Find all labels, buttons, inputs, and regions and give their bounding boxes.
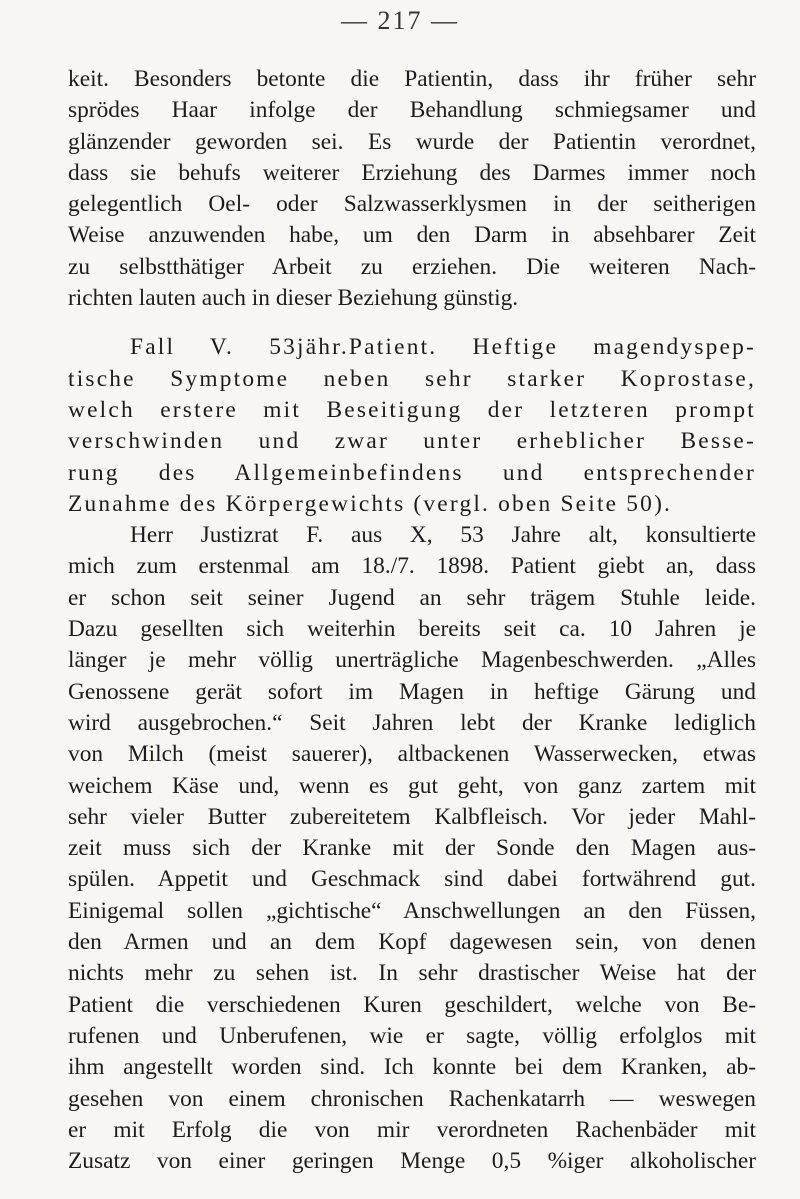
text-line: Einigemal sollen „gichtische“ Anschwellungen an den Füssen, [68,897,756,924]
paragraph [68,64,756,314]
text-line: ihm angestellt worden sind. Ich konnte bei dem Kranken, ab- [68,1054,756,1081]
page-number: — 217 — [341,6,459,35]
paragraph-gap [68,314,756,332]
text-line: wird ausgebrochen.“ Seit Jahren lebt der Kranke lediglich [68,709,756,736]
text-line: mich zum erstenmal am 18./7. 1898. Patient giebt an, dass [68,553,756,580]
case-heading [68,332,756,520]
text-line: welch erstere mit Beseitigung der letzteren prompt [68,396,756,423]
text-line: spülen. Appetit und Geschmack sind dabei fortwährend gut. [68,866,756,893]
text-line: gesehen von einem chronischen Rachenkatarrh — weswegen [68,1085,756,1112]
body-text [68,64,756,1177]
text-line: keit. Besonders betonte die Patientin, dass ihr früher sehr [68,66,756,92]
text-line: Patient die verschiedenen Kuren geschildert, welche von Be- [68,991,756,1018]
text-line: Zusatz von einer geringen Menge 0,5 %iger alkoholischer [68,1148,756,1175]
text-line: Weise anzuwenden habe, um den Darm in absehbarer Zeit [68,222,756,249]
text-line: richten lauten auch in dieser Beziehung günstig. [68,285,519,312]
paragraph [68,520,756,1177]
text-line: er mit Erfolg die von mir verordneten Rachenbäder mit [68,1116,756,1143]
text-line: nichts mehr zu sehen ist. In sehr drastischer Weise hat der [68,960,756,987]
text-line: zeit muss sich der Kranke mit der Sonde den Magen aus- [68,835,756,862]
text-line: verschwinden und zwar unter erheblicher Besse- [68,428,756,455]
text-line: weichem Käse und, wenn es gut geht, von ganz zartem mit [68,772,756,799]
text-line: sehr vieler Butter zubereitetem Kalbfleisch. Vor jeder Mahl- [68,803,756,830]
text-line: er schon seit seiner Jugend an sehr trägem Stuhle leide. [68,584,756,611]
text-line: sprödes Haar infolge der Behandlung schmiegsamer und [68,97,756,124]
text-line: rufenen und Unberufenen, wie er sagte, völlig erfolglos mit [68,1022,756,1049]
text-line: zu selbstthätiger Arbeit zu erziehen. Die weiteren Nach- [68,253,756,280]
text-line: von Milch (meist sauerer), altbackenen Wasserwecken, etwas [68,741,756,768]
text-line: Dazu gesellten sich weiterhin bereits seit ca. 10 Jahren je [68,616,756,643]
text-line: den Armen und an dem Kopf dagewesen sein, von denen [68,929,756,956]
text-line: gelegentlich Oel- oder Salzwasserklysmen in der seitherigen [68,191,756,218]
text-line: glänzender geworden sei. Es wurde der Patientin verordnet, [68,128,756,155]
text-line: tische Symptome neben sehr starker Koprostase, [68,365,756,392]
text-line: rung des Allgemeinbefindens und entsprechender [68,459,756,486]
text-line: Zunahme des Körpergewichts (vergl. oben Seite 50). [68,490,673,517]
text-line: Fall V. 53jähr.Patient. Heftige magendyspep- [130,334,756,361]
text-line: dass sie behufs weiterer Erziehung des Darmes immer noch [68,159,756,186]
text-line: länger je mehr völlig unerträgliche Magenbeschwerden. „Alles [68,647,756,674]
text-line: Genossene gerät sofort im Magen in heftige Gärung und [68,678,756,705]
text-line: Herr Justizrat F. aus X, 53 Jahre alt, konsultierte [130,522,756,549]
